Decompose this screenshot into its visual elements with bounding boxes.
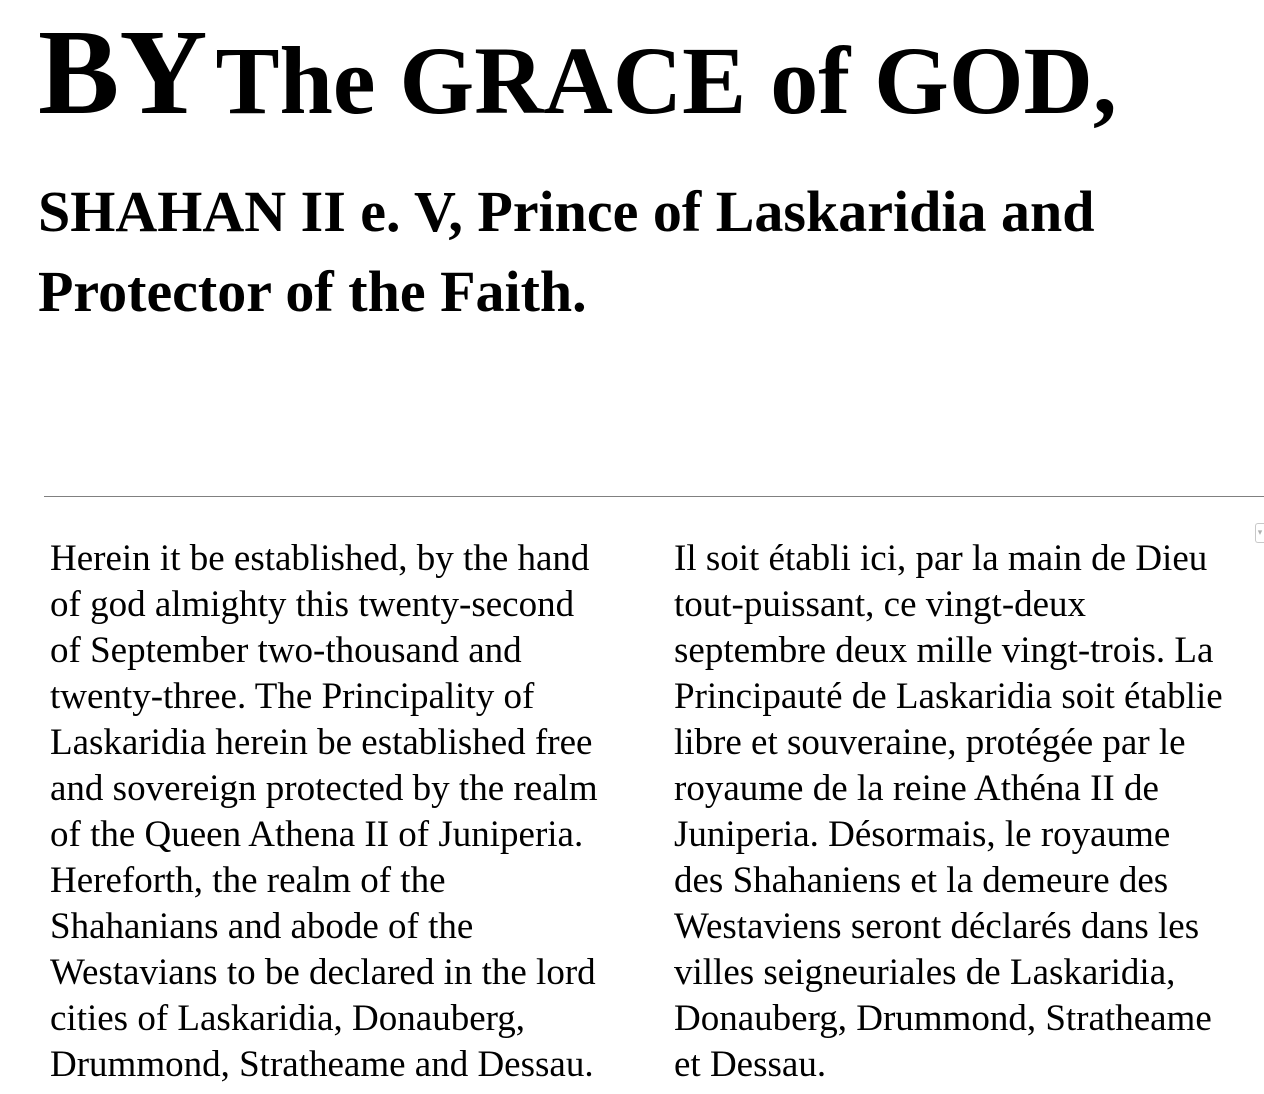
headline-by: BY (38, 5, 208, 140)
horizontal-divider (44, 496, 1264, 497)
french-line: Il soit établi ici, par la main de Dieu (674, 538, 1208, 579)
french-line: villes seigneuriales de Laskaridia, (674, 952, 1176, 993)
headline-grace: The GRACE of GOD, (215, 27, 1117, 134)
french-line: Donauberg, Drummond, Stratheame (674, 998, 1212, 1039)
subtitle-line-1: SHAHAN II e. V, Prince of Laskaridia and (38, 179, 1095, 244)
english-text-column (50, 536, 650, 1088)
french-line: royaume de la reine Athéna II de (674, 768, 1159, 809)
french-line: Westaviens seront déclarés dans les (674, 906, 1200, 947)
english-line: Laskaridia herein be established free (50, 722, 593, 763)
french-line: Principauté de Laskaridia soit établie (674, 676, 1223, 717)
english-line: of god almighty this twenty-second (50, 584, 575, 625)
english-line: Herein it be established, by the hand (50, 538, 590, 579)
french-line: Juniperia. Désormais, le royaume (674, 814, 1171, 855)
headline (38, 5, 1117, 140)
french-line: des Shahaniens et la demeure des (674, 860, 1169, 901)
french-text-column (674, 536, 1264, 1088)
english-line: of the Queen Athena II of Juniperia. (50, 814, 584, 855)
english-line: Drummond, Stratheame and Dessau. (50, 1044, 594, 1085)
english-line: of September two-thousand and (50, 630, 522, 671)
english-line: twenty-three. The Principality of (50, 676, 535, 717)
french-line: et Dessau. (674, 1044, 827, 1085)
french-line: tout-puissant, ce vingt-deux (674, 584, 1087, 625)
english-line: cities of Laskaridia, Donauberg, (50, 998, 526, 1039)
french-line: libre et souveraine, protégée par le (674, 722, 1186, 763)
english-line: Shahanians and abode of the (50, 906, 474, 947)
subtitle-line-2: Protector of the Faith. (38, 259, 587, 324)
english-line: and sovereign protected by the realm (50, 768, 598, 809)
english-line: Hereforth, the realm of the (50, 860, 446, 901)
subtitle (38, 172, 1238, 332)
english-line: Westavians to be declared in the lord (50, 952, 596, 993)
french-line: septembre deux mille vingt-trois. La (674, 630, 1214, 671)
dropdown-tab-icon[interactable]: ▾ (1255, 523, 1264, 543)
